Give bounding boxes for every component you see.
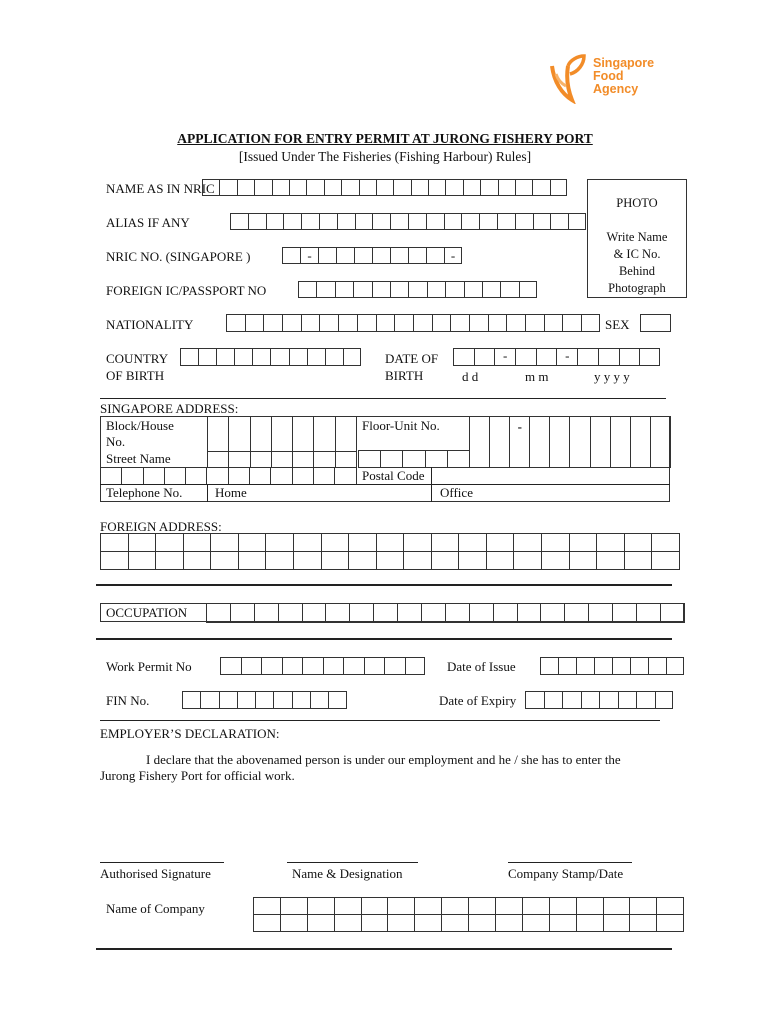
nric-dash-1: - — [300, 247, 318, 264]
street-name-grid[interactable] — [100, 467, 357, 485]
photo-line1: Write Name — [606, 230, 668, 244]
fin-no-label: FIN No. — [106, 693, 150, 708]
signature-line-3 — [508, 862, 632, 863]
dob-label-1: DATE OF — [385, 351, 439, 366]
block-no-label: No. — [106, 434, 126, 449]
sfa-leaf-icon — [548, 52, 588, 104]
signature-line-2 — [287, 862, 418, 863]
declaration-line-2: Jurong Fishery Port for official work. — [100, 768, 295, 783]
fin-no-boxes[interactable] — [182, 691, 347, 709]
date-issue-label: Date of Issue — [447, 659, 516, 674]
postal-code-label: Postal Code — [362, 468, 425, 483]
authorised-signature-label: Authorised Signature — [100, 866, 211, 881]
work-permit-boxes[interactable] — [220, 657, 425, 675]
declaration-line-1: I declare that the abovenamed person is under our employment and he / she has to enter the — [146, 752, 621, 767]
sex-box[interactable] — [640, 314, 671, 332]
work-permit-label: Work Permit No — [106, 659, 192, 674]
name-designation-label: Name & Designation — [292, 866, 403, 881]
thick-rule-1 — [96, 584, 672, 586]
dob-label-2: BIRTH — [385, 368, 424, 383]
logo-line3: Agency — [593, 82, 639, 96]
sg-address-heading: SINGAPORE ADDRESS: — [100, 401, 239, 416]
street-name-label: Street Name — [106, 451, 171, 466]
alias-label: ALIAS IF ANY — [106, 215, 190, 230]
divider-2 — [100, 720, 660, 721]
photo-line2: & IC No. — [613, 247, 661, 261]
floor-unit-dash: - — [510, 417, 530, 468]
foreign-address-heading: FOREIGN ADDRESS: — [100, 519, 222, 534]
date-expiry-boxes[interactable] — [525, 691, 673, 709]
thick-rule-3 — [96, 948, 672, 950]
nric-no-boxes[interactable] — [282, 247, 462, 264]
nationality-label: NATIONALITY — [106, 317, 194, 332]
block-house-label: Block/House — [106, 418, 174, 433]
telephone-divider-2 — [431, 467, 432, 502]
photo-line3: Behind — [618, 264, 656, 278]
dob-boxes[interactable] — [453, 348, 660, 366]
nationality-boxes[interactable] — [226, 314, 600, 332]
occupation-label: OCCUPATION — [106, 605, 188, 620]
logo-line2: Food — [593, 69, 624, 83]
telephone-divider-1 — [207, 484, 208, 502]
country-birth-label-2: OF BIRTH — [106, 368, 165, 383]
block-house-grid[interactable] — [207, 416, 357, 468]
foreign-ic-boxes[interactable] — [298, 281, 537, 298]
thick-rule-2 — [96, 638, 672, 640]
declaration-heading: EMPLOYER’S DECLARATION: — [100, 726, 280, 741]
form-title: APPLICATION FOR ENTRY PERMIT AT JURONG FISHERY PORT — [177, 131, 593, 146]
postal-code-grid[interactable] — [358, 450, 470, 468]
foreign-address-grid[interactable] — [100, 533, 680, 570]
sex-label: SEX — [605, 317, 630, 332]
floor-unit-label: Floor-Unit No. — [362, 418, 440, 433]
office-phone-label: Office — [440, 485, 473, 500]
name-nric-label: NAME AS IN NRIC — [106, 181, 215, 196]
dob-yyyy-hint: y y y y — [594, 369, 630, 384]
photo-line4: Photograph — [608, 281, 666, 295]
date-expiry-label: Date of Expiry — [439, 693, 517, 708]
foreign-ic-label: FOREIGN IC/PASSPORT NO — [106, 283, 267, 298]
alias-boxes[interactable] — [230, 213, 586, 230]
date-issue-boxes[interactable] — [540, 657, 684, 675]
dob-dash-1: - — [494, 348, 515, 366]
country-birth-boxes[interactable] — [180, 348, 361, 366]
country-birth-label-1: COUNTRY — [106, 351, 169, 366]
floor-unit-grid[interactable] — [469, 416, 671, 468]
telephone-top-rule — [100, 484, 670, 485]
telephone-label: Telephone No. — [106, 485, 183, 500]
logo-line1: Singapore — [593, 56, 655, 70]
company-name-label: Name of Company — [106, 901, 205, 916]
dob-dash-2: - — [556, 348, 577, 366]
company-name-grid[interactable] — [253, 897, 684, 932]
company-stamp-label: Company Stamp/Date — [508, 866, 624, 881]
divider-1 — [100, 398, 666, 399]
photo-box — [587, 179, 687, 298]
form-subtitle: [Issued Under The Fisheries (Fishing Harbour) Rules] — [238, 149, 532, 164]
name-nric-boxes[interactable] — [202, 179, 567, 196]
nric-no-label: NRIC NO. (SINGAPORE ) — [106, 249, 251, 264]
dob-dd-hint: d d — [462, 369, 479, 384]
occupation-grid[interactable] — [206, 603, 685, 623]
photo-title: PHOTO — [616, 196, 658, 210]
nric-dash-2: - — [444, 247, 462, 264]
signature-line-1 — [100, 862, 224, 863]
dob-mm-hint: m m — [525, 369, 549, 384]
home-phone-label: Home — [215, 485, 247, 500]
